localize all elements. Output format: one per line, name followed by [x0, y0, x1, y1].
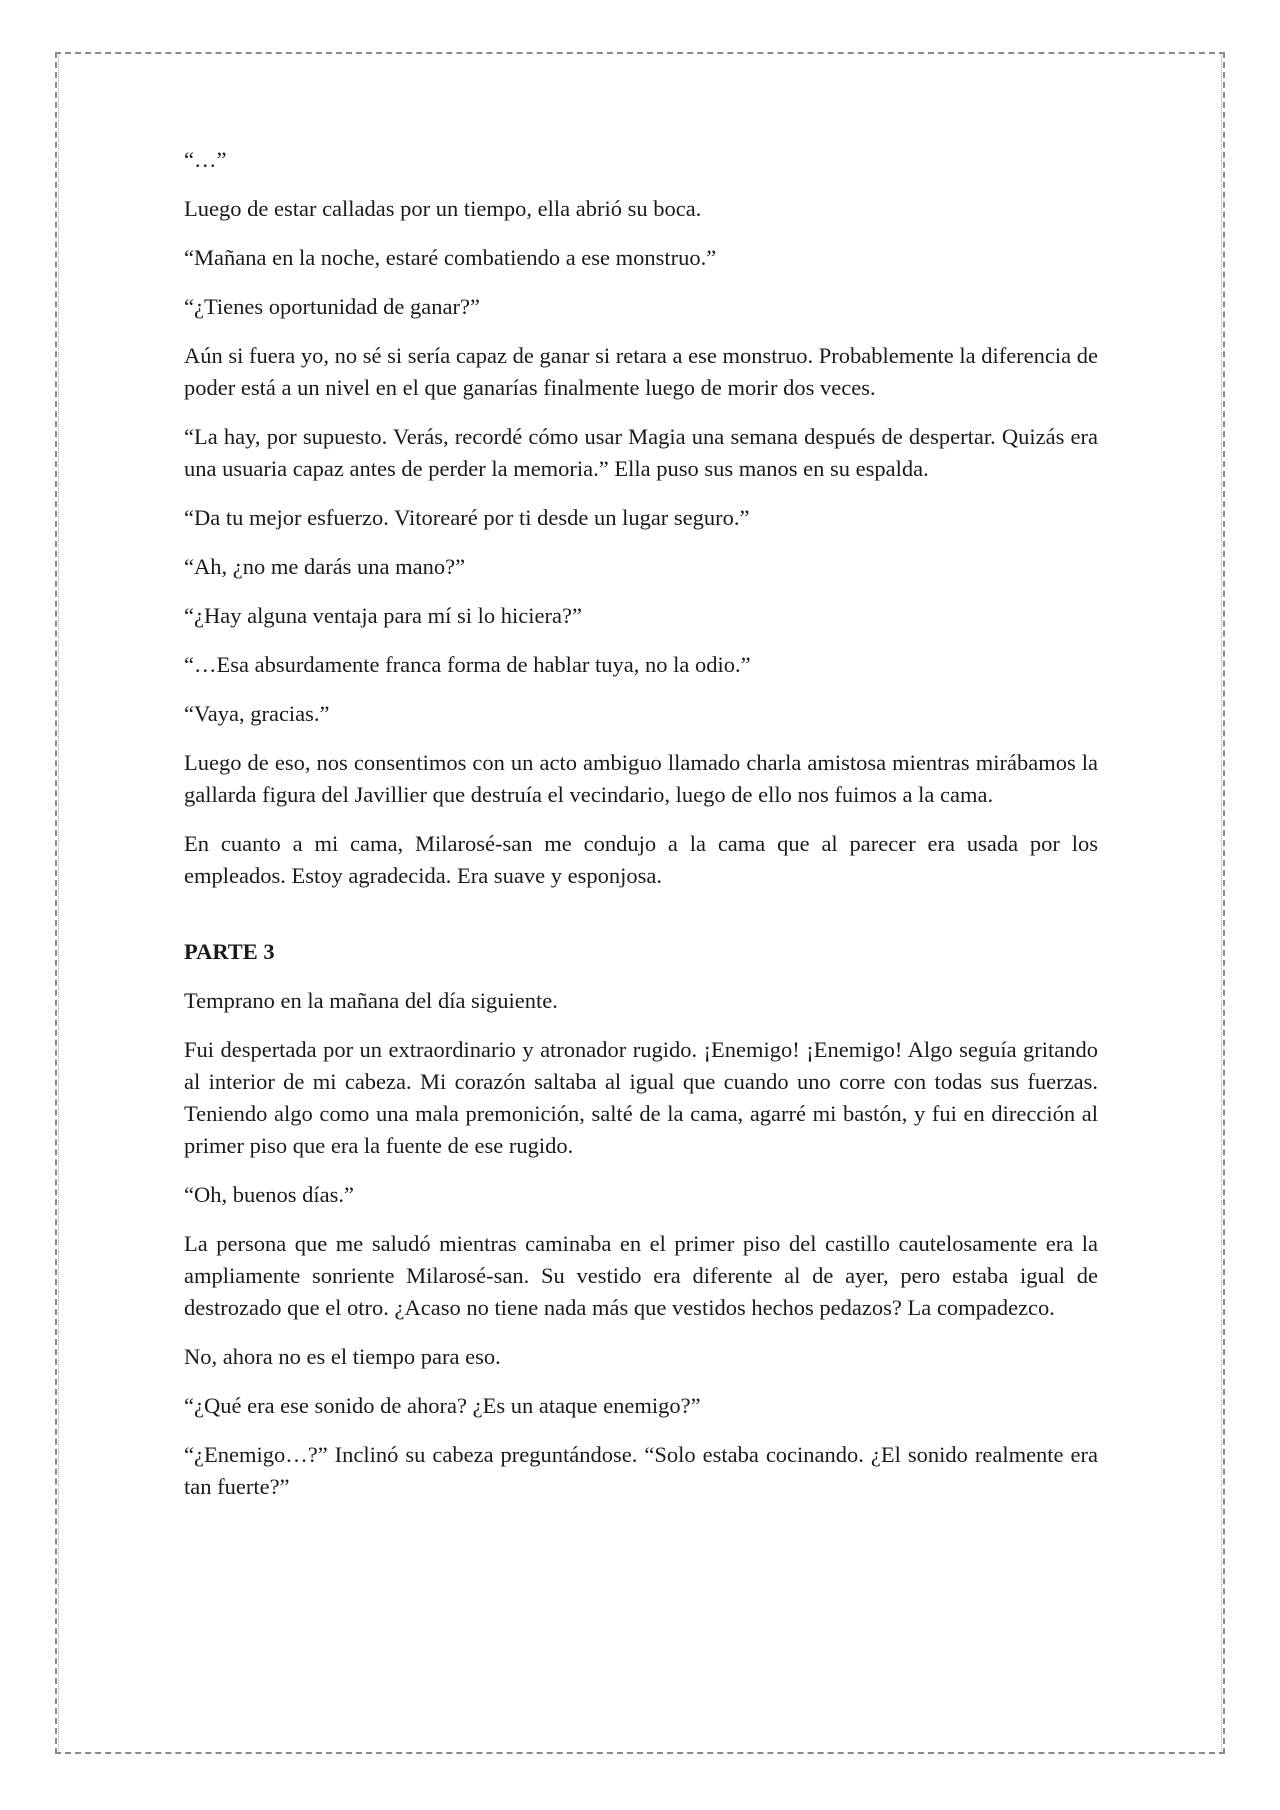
paragraph: La persona que me saludó mientras caminaba en el primer piso del castillo cautelosamente era la ampliamente sonriente Milarosé-san. Su vestido era diferente al de ayer, pero estaba igual de destrozado que el otro. ¿Acaso no tiene nada más que vestidos hechos pedazos? La compadezco.: [184, 1231, 1098, 1320]
page-content: [184, 144, 1098, 1520]
paragraph: “Vaya, gracias.”: [184, 701, 330, 726]
paragraph: No, ahora no es el tiempo para eso.: [184, 1344, 501, 1369]
paragraph: Fui despertada por un extraordinario y atronador rugido. ¡Enemigo! ¡Enemigo! Algo seguía gritando al interior de mi cabeza. Mi corazón saltaba al igual que cuando uno corre con todas sus fuerzas. Teniendo algo como una mala premonición, salté de la cama, agarré mi bastón, y fui en dirección al primer piso que era la fuente de ese rugido.: [184, 1037, 1098, 1158]
paragraph: “Ah, ¿no me darás una mano?”: [184, 554, 466, 579]
paragraph: “La hay, por supuesto. Verás, recordé cómo usar Magia una semana después de despertar. Quizás era una usuaria capaz antes de perder la memoria.” Ella puso sus manos en su espalda.: [184, 424, 1098, 481]
paragraph: “¿Hay alguna ventaja para mí si lo hiciera?”: [184, 603, 582, 628]
paragraph: “…Esa absurdamente franca forma de hablar tuya, no la odio.”: [184, 652, 751, 677]
paragraph: Luego de eso, nos consentimos con un acto ambiguo llamado charla amistosa mientras mirábamos la gallarda figura del Javillier que destruía el vecindario, luego de ello nos fuimos a la cama.: [184, 750, 1098, 807]
section-heading: PARTE 3: [184, 939, 275, 964]
paragraph: “…”: [184, 147, 227, 172]
paragraph: Temprano en la mañana del día siguiente.: [184, 988, 558, 1013]
paragraph: “Oh, buenos días.”: [184, 1182, 354, 1207]
paragraph: Aún si fuera yo, no sé si sería capaz de ganar si retara a ese monstruo. Probablemente la diferencia de poder está a un nivel en el que ganarías finalmente luego de morir dos veces.: [184, 343, 1098, 400]
paragraph: “¿Tienes oportunidad de ganar?”: [184, 294, 480, 319]
paragraph: “Da tu mejor esfuerzo. Vitorearé por ti desde un lugar seguro.”: [184, 505, 750, 530]
paragraph: “¿Qué era ese sonido de ahora? ¿Es un ataque enemigo?”: [184, 1393, 701, 1418]
paragraph: Luego de estar calladas por un tiempo, ella abrió su boca.: [184, 196, 702, 221]
paragraph: “Mañana en la noche, estaré combatiendo a ese monstruo.”: [184, 245, 717, 270]
paragraph: “¿Enemigo…?” Inclinó su cabeza preguntándose. “Solo estaba cocinando. ¿El sonido realmente era tan fuerte?”: [184, 1442, 1098, 1499]
paragraph: En cuanto a mi cama, Milarosé-san me condujo a la cama que al parecer era usada por los empleados. Estoy agradecida. Era suave y esponjosa.: [184, 831, 1098, 888]
